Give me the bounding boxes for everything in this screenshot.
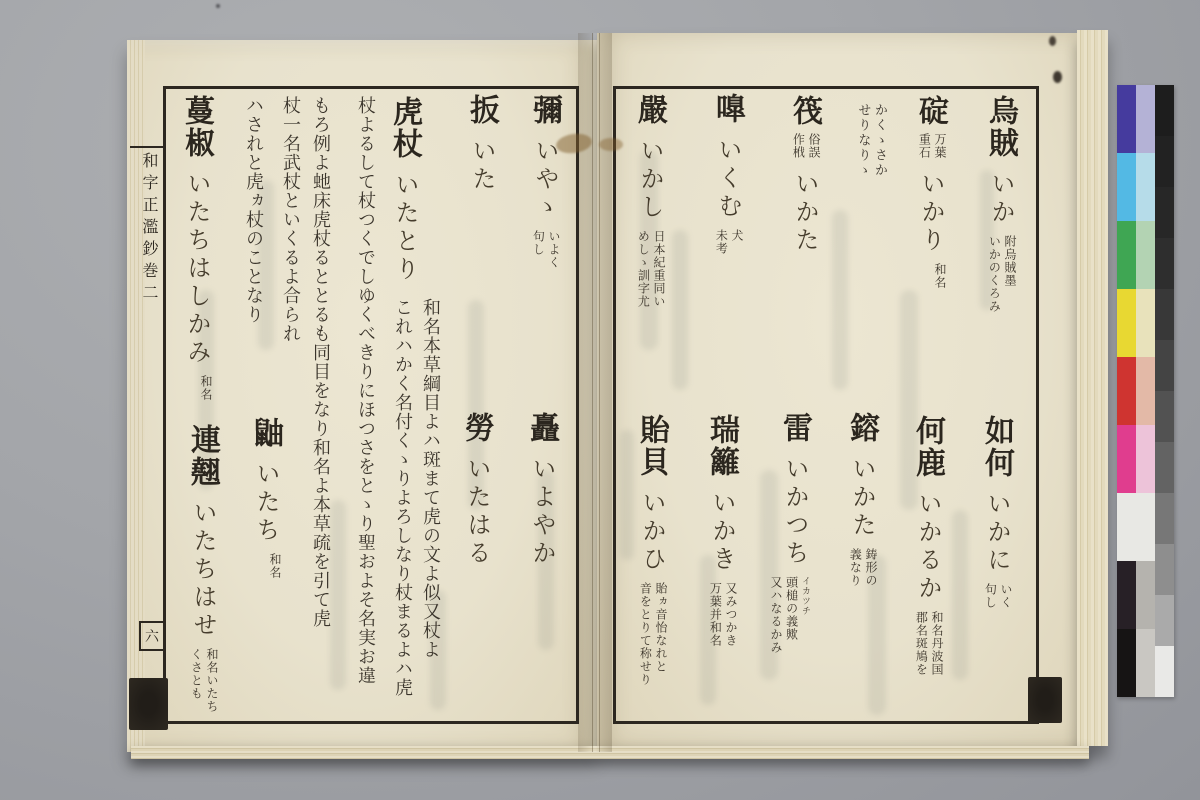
color-patch <box>1155 391 1174 442</box>
folio-number: 六 <box>145 630 159 645</box>
entry-headword: 嘷 <box>711 93 744 125</box>
entry-note-group <box>789 133 820 159</box>
dictionary-entry <box>742 412 810 716</box>
entry-headword: 鼬 <box>249 417 282 449</box>
color-patch <box>1155 646 1174 697</box>
entry-reading: いたちはしかみ <box>183 171 209 367</box>
dictionary-entry <box>940 415 1012 715</box>
dictionary-entry <box>601 94 665 406</box>
entry-note-line: イカツチ <box>801 576 811 616</box>
entry-headword: 虎杖 <box>388 96 421 160</box>
entry-note-group <box>529 230 560 269</box>
commentary-line: 和名本草綱目よハ斑まて虎の文よ似又杖よ <box>421 298 441 659</box>
entry-note-line: 万葉 <box>933 133 947 159</box>
entry-reading: いやゝ <box>531 138 557 222</box>
color-patch <box>1117 153 1136 221</box>
entry-note-group <box>636 582 667 686</box>
entry-note-line: めしゝ訓字尤 <box>636 230 651 308</box>
entry-note-line: 犬 <box>730 229 744 242</box>
entry-note-line: 頭槌の義歟 <box>784 576 799 641</box>
entry-note-line: 又ハなるかみ <box>768 576 783 654</box>
entry-note-group <box>930 263 946 289</box>
entry-reading: いかり <box>917 171 943 255</box>
entry-note-group <box>912 611 943 676</box>
entry-headword: 嚴 <box>633 94 666 126</box>
color-patch <box>1155 544 1174 595</box>
entry-headword: 何鹿 <box>911 415 944 479</box>
color-patch <box>1117 425 1136 493</box>
entry-note-group <box>846 548 877 587</box>
entry-note-line: 和名 <box>268 553 282 579</box>
color-patch <box>1136 629 1155 697</box>
dictionary-entry <box>752 95 820 403</box>
color-patch <box>1136 85 1155 153</box>
entry-note-line: 作栰 <box>791 133 806 159</box>
entry-note-line: 貽ヵ音怡なれと <box>654 582 668 673</box>
color-calibration-bar <box>1117 85 1174 697</box>
color-patch <box>1155 289 1174 340</box>
entry-headword: 瑞籬 <box>705 414 738 478</box>
entry-reading: いかに <box>983 491 1009 575</box>
entry-note-line: せりなりゝ <box>856 103 872 178</box>
entry-note-line: いよく <box>547 230 561 269</box>
color-patch <box>1155 595 1174 646</box>
color-patch <box>1117 221 1136 289</box>
entry-reading: いかつち <box>781 456 807 568</box>
color-patch <box>1136 289 1155 357</box>
dictionary-entry <box>669 414 737 716</box>
entry-reading: いか <box>987 171 1013 227</box>
entry-headword: 雷 <box>778 412 811 444</box>
entry-note-group <box>915 133 946 159</box>
dictionary-entry <box>489 412 557 712</box>
dictionary-entry <box>152 424 218 720</box>
entry-note-line: 未考 <box>714 229 729 255</box>
entry-note-line: いかのくろみ <box>987 235 1002 313</box>
entry-headword: 碇 <box>914 95 947 127</box>
entry-note-line: 重石 <box>917 133 932 159</box>
dictionary-entry <box>146 95 212 407</box>
entry-headword: 烏賊 <box>984 95 1017 159</box>
entry-reading: いたちはせ <box>189 500 215 640</box>
entry-note-group <box>634 230 665 308</box>
dictionary-entry <box>875 415 943 715</box>
entry-note-line: 義なり <box>848 548 863 587</box>
color-patch <box>1155 187 1174 238</box>
color-patch <box>1155 136 1174 187</box>
entry-note-line: 句し <box>531 230 546 256</box>
entry-note-line: 郡名斑鳩を <box>914 611 929 676</box>
entry-note-group <box>187 648 218 713</box>
entry-note-line: 和名丹波国 <box>930 611 944 676</box>
color-patch <box>1117 629 1136 697</box>
entry-reading: いた <box>468 138 494 194</box>
dictionary-entry <box>809 412 877 712</box>
commentary-line: もろ例よ虵床虎杖るととるも同目をなり和名よ本草疏を引て虎 <box>311 96 331 628</box>
calibration-saturated-column <box>1117 85 1136 697</box>
entry-reading: いかた <box>848 456 874 540</box>
color-patch <box>1117 561 1136 629</box>
entry-reading: いかるか <box>914 491 940 603</box>
entry-headword: 如何 <box>980 415 1013 479</box>
color-patch <box>1155 85 1174 136</box>
entry-note-group <box>854 103 887 178</box>
color-patch <box>1155 238 1174 289</box>
color-patch <box>1117 85 1136 153</box>
entry-reading: いたとり <box>391 172 417 284</box>
entry-headword: 矗 <box>525 412 558 444</box>
color-patch <box>1117 357 1136 425</box>
dictionary-entry <box>878 95 946 407</box>
entry-note-line: 音をとりて称せり <box>638 582 653 686</box>
entry-headword: 筏 <box>788 95 821 127</box>
entry-note-line: 俗誤 <box>807 133 821 159</box>
commentary-line: これハかく名付くゝりよろしなり杖まるよハ虎 <box>393 298 413 697</box>
entry-note-group <box>706 582 737 647</box>
entry-reading: いかひ <box>638 490 664 574</box>
entry-note-group <box>985 235 1016 313</box>
entry-note-line: 和名 <box>933 263 947 289</box>
dictionary-entry <box>677 93 743 401</box>
calibration-grayscale-column <box>1155 85 1174 697</box>
dictionary-entry <box>215 417 281 717</box>
entry-headword: 蔓椒 <box>180 95 213 159</box>
entry-note-line: 句し <box>983 583 998 609</box>
entry-reading: いかた <box>791 171 817 255</box>
entry-reading: いたはる <box>463 456 489 568</box>
entry-headword: 勞 <box>460 412 493 444</box>
entry-note-line: くさとも <box>189 648 204 700</box>
entry-note-line: 又みつかき <box>724 582 738 647</box>
color-patch <box>1155 340 1174 391</box>
entry-note-group <box>712 229 743 255</box>
entry-reading: いよやか <box>528 456 554 568</box>
dictionary-entry <box>835 97 887 397</box>
entry-note-line: 鋳形の <box>864 548 878 587</box>
entry-headword: 鎔 <box>845 412 878 444</box>
color-patch <box>1136 153 1155 221</box>
entry-note-line: 和名いたち <box>205 648 219 713</box>
entry-headword: 彌 <box>528 94 561 126</box>
entry-note-line: 日本紀重同い <box>652 230 666 308</box>
commentary-line: 杖一名武杖といくるよ合られ <box>281 96 301 343</box>
entry-reading: いくむ <box>714 137 740 221</box>
entry-note-line: かくゝさか <box>873 103 888 178</box>
entry-note-line: 附烏賊墨 <box>1003 235 1017 287</box>
entry-headword: 扳 <box>465 94 498 126</box>
entry-note-line: 和名 <box>199 375 213 401</box>
commentary-line: ハされと虎ヵ杖のことなり <box>244 96 264 324</box>
dictionary-entry <box>494 94 560 402</box>
color-patch <box>1136 561 1155 629</box>
color-patch <box>1155 493 1174 544</box>
entry-note-group <box>766 576 810 654</box>
calibration-pastel-column <box>1136 85 1155 697</box>
color-patch <box>1136 221 1155 289</box>
entry-headword: 連翹 <box>186 424 219 488</box>
color-patch <box>1136 357 1155 425</box>
dictionary-entry <box>601 414 667 720</box>
entry-note-group <box>265 553 281 579</box>
color-patch <box>1136 493 1155 561</box>
spine-title: 和字正濫鈔巻二 <box>140 152 157 306</box>
color-patch <box>1117 289 1136 357</box>
dictionary-entry <box>946 95 1016 407</box>
entry-reading: いたち <box>252 461 278 545</box>
color-patch <box>1136 425 1155 493</box>
entry-headword: 貽貝 <box>635 414 668 478</box>
color-patch <box>1117 493 1136 561</box>
entry-reading: いかき <box>708 490 734 574</box>
entry-note-group <box>981 583 1012 609</box>
entry-note-group <box>196 375 212 401</box>
entry-note-line: いく <box>999 583 1013 609</box>
entry-reading: いかし <box>636 138 662 222</box>
commentary-line: 杖よるして杖つくでしゆくべきりにほつさをとゝり聖およそ名実お違 <box>356 96 376 685</box>
color-patch <box>1155 442 1174 493</box>
entry-note-line: 万葉并和名 <box>708 582 723 647</box>
